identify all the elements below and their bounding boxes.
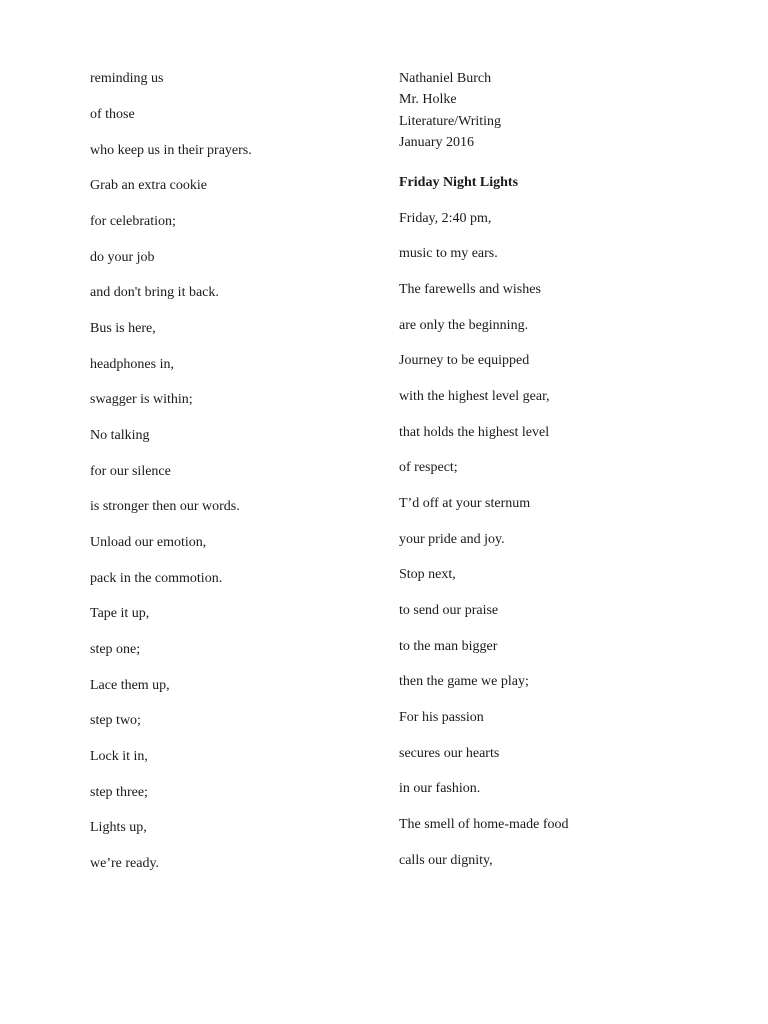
- poem-line: then the game we play;: [399, 674, 529, 689]
- poem-line: step three;: [90, 785, 148, 800]
- poem-line: No talking: [90, 428, 150, 443]
- poem-line: headphones in,: [90, 357, 174, 372]
- poem-line: to send our praise: [399, 603, 499, 618]
- poem-line: Lights up,: [90, 820, 147, 835]
- poem-line: Grab an extra cookie: [90, 178, 207, 193]
- poem-line: calls our dignity,: [399, 853, 493, 868]
- course-name: Literature/Writing: [399, 114, 502, 129]
- poem-line: pack in the commotion.: [90, 571, 223, 586]
- poem-line: for our silence: [90, 464, 171, 479]
- poem-line: Lace them up,: [90, 678, 170, 693]
- poem-line: are only the beginning.: [399, 318, 529, 333]
- poem-line: step two;: [90, 713, 141, 728]
- poem-line: Bus is here,: [90, 321, 156, 336]
- poem-line: swagger is within;: [90, 392, 193, 407]
- teacher-name: Mr. Holke: [399, 92, 457, 107]
- poem-line: reminding us: [90, 71, 164, 86]
- poem-line: we’re ready.: [90, 856, 160, 871]
- poem-line: of those: [90, 107, 135, 122]
- poem-title: Friday Night Lights: [399, 175, 519, 190]
- date: January 2016: [399, 135, 475, 150]
- poem-line: secures our hearts: [399, 746, 500, 761]
- poem-line: The farewells and wishes: [399, 282, 541, 297]
- poem-line: do your job: [90, 250, 155, 265]
- poem-line: in our fashion.: [399, 781, 481, 796]
- poem-line: who keep us in their prayers.: [90, 143, 252, 158]
- poem-line: The smell of home-made food: [399, 817, 569, 832]
- poem-line: is stronger then our words.: [90, 499, 240, 514]
- poem-line: and don't bring it back.: [90, 285, 219, 300]
- poem-line: Stop next,: [399, 567, 456, 582]
- poem-line: Journey to be equipped: [399, 353, 530, 368]
- poem-line: T’d off at your sternum: [399, 496, 531, 511]
- poem-line: music to my ears.: [399, 246, 498, 261]
- poem-line: For his passion: [399, 710, 484, 725]
- poem-line: step one;: [90, 642, 141, 657]
- poem-line: Lock it in,: [90, 749, 148, 764]
- poem-line: with the highest level gear,: [399, 389, 550, 404]
- poem-line: to the man bigger: [399, 639, 498, 654]
- poem-line: that holds the highest level: [399, 425, 550, 440]
- author-name: Nathaniel Burch: [399, 71, 492, 86]
- poem-line: your pride and joy.: [399, 532, 505, 547]
- poem-line: of respect;: [399, 460, 458, 475]
- poem-line: Unload our emotion,: [90, 535, 207, 550]
- poem-line: for celebration;: [90, 214, 176, 229]
- poem-line: Tape it up,: [90, 606, 150, 621]
- poem-line: Friday, 2:40 pm,: [399, 211, 492, 226]
